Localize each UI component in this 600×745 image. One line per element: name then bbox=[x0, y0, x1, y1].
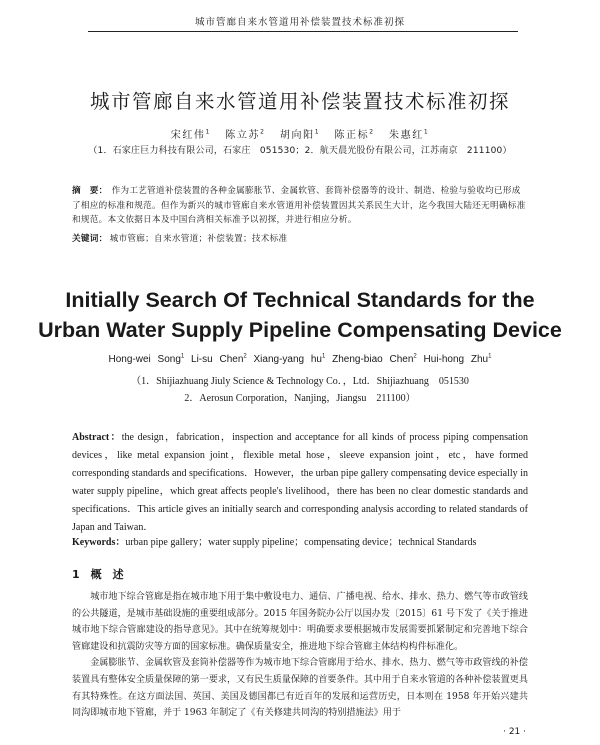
english-keywords bbox=[72, 533, 528, 548]
english-title-line2: Urban Water Supply Pipeline Compensating Device bbox=[38, 318, 562, 342]
chinese-keywords-label: 关键词： bbox=[72, 234, 108, 244]
author-cn: 宋红伟$^1$ bbox=[170, 128, 211, 141]
author-en: Hui-hong Zhu$^1$ bbox=[423, 353, 492, 365]
author-cn: 朱惠红$^1$ bbox=[389, 128, 430, 141]
english-abstract bbox=[72, 429, 528, 537]
chinese-keywords-text: 城市管廊；自来水管道；补偿装置；技术标准 bbox=[109, 234, 288, 244]
running-header: 城市管廊自来水管道用补偿装置技术标准初探 bbox=[194, 17, 405, 28]
english-keywords-label: Keywords： bbox=[72, 537, 126, 548]
body-paragraph: 城市地下综合管廊是指在城市地下用于集中敷设电力、通信、广播电视、给水、排水、热力、燃气等市政管线的公共隧道，是城市基础设施的重要组成部分。2015 年国务院办公厅以国办发〔2015〕61 号下发了《关于推进城市地下综合管廊建设的指导意见》。其中在统筹规划中：明确要求要根据城市发展需要抓紧制定和完善地下综合管廊建设和抗震防灾等方面的国家标准。确保质量安全，推进地下综合管廊主体结构构件标准化。 bbox=[72, 592, 528, 652]
english-title bbox=[0, 285, 600, 345]
chinese-affiliations: （1．石家庄巨力科技有限公司，石家庄 051530；2．航天晨光股份有限公司，江苏南京 211100） bbox=[88, 146, 512, 156]
english-authors bbox=[0, 354, 600, 365]
page-number: · 21 · bbox=[503, 727, 526, 737]
english-affiliation-1: （1．Shijiazhuang Jiuly Science & Technology Co．，Ltd．Shijiazhuang 051530 bbox=[131, 376, 469, 387]
body-paragraph: 金属膨胀节、金属软管及套筒补偿器等作为城市地下综合管廊用于给水、排水、热力、燃气等市政管线的补偿装置具有整体安全质量保障的第一要求，又有民生质量保障的首要条件。其中用于自来水管道的各种补偿装置更具有其特殊性。在这方面法国、英国、美国及德国都已有近百年的发展和运营历史，日本则在 1958 年开始兴建共同沟即城市地下管廊，并于 1963 年制定了《有关修建共同沟的特别措施法》用于 bbox=[72, 658, 528, 719]
english-abstract-label: Abstract： bbox=[72, 432, 122, 443]
author-cn: 陈正标$^2$ bbox=[334, 128, 375, 141]
english-keywords-text: urban pipe gallery；water supply pipeline；compensating device；technical Standards bbox=[125, 537, 477, 548]
section-heading: 1 概 述 bbox=[72, 568, 124, 581]
chinese-abstract bbox=[72, 184, 527, 228]
english-affiliation-2: 2．Aerosun Corporation，Nanjing，Jiangsu 211100） bbox=[184, 393, 416, 404]
author-en: Hong-wei Song$^1$ bbox=[108, 353, 185, 365]
chinese-abstract-label: 摘 要： bbox=[72, 186, 108, 196]
chinese-abstract-text: 作为工艺管道补偿装置的各种金属膨胀节、金属软管、套筒补偿器等的设计、制造、检验与验收均已形成了相应的标准和规范。但作为新兴的城市管廊自来水管道用补偿装置因其关系民生大计，迄今我国大陆还无明确标准和规范。本文依据日本及中国台湾相关标准予以初探，并进行相应分析。 bbox=[72, 186, 526, 225]
author-en: Zheng-biao Chen$^2$ bbox=[332, 353, 417, 365]
chinese-title: 城市管廊自来水管道用补偿装置技术标准初探 bbox=[89, 90, 510, 113]
author-en: Xiang-yang $hu^1$ bbox=[253, 353, 326, 365]
english-title-line1: Initially Search Of Technical Standards for the bbox=[65, 288, 535, 312]
author-cn: 陈立苏$^2$ bbox=[225, 128, 266, 141]
header-rule bbox=[88, 31, 518, 32]
english-abstract-text: the design，fabrication，inspection and acceptance for all kinds of process piping compensation devices，like metal expansion joint，flexible metal hose，sleeve expansion joint，etc，have formed corresponding standards and specifications．However，the urban pipe gallery compensating device especially in water supply pipeline，which great affects people's livelihood，there has been no clear domestic standards and specifications．This article gives an initially search and corresponding analysis according to related standards of Japan and Taiwan． bbox=[72, 432, 528, 533]
author-cn: 胡向阳$^1$ bbox=[279, 128, 321, 141]
author-en: Li-su Chen$^2$ bbox=[191, 353, 247, 365]
section-body bbox=[72, 589, 528, 722]
chinese-authors bbox=[0, 126, 600, 141]
chinese-keywords bbox=[72, 232, 527, 244]
